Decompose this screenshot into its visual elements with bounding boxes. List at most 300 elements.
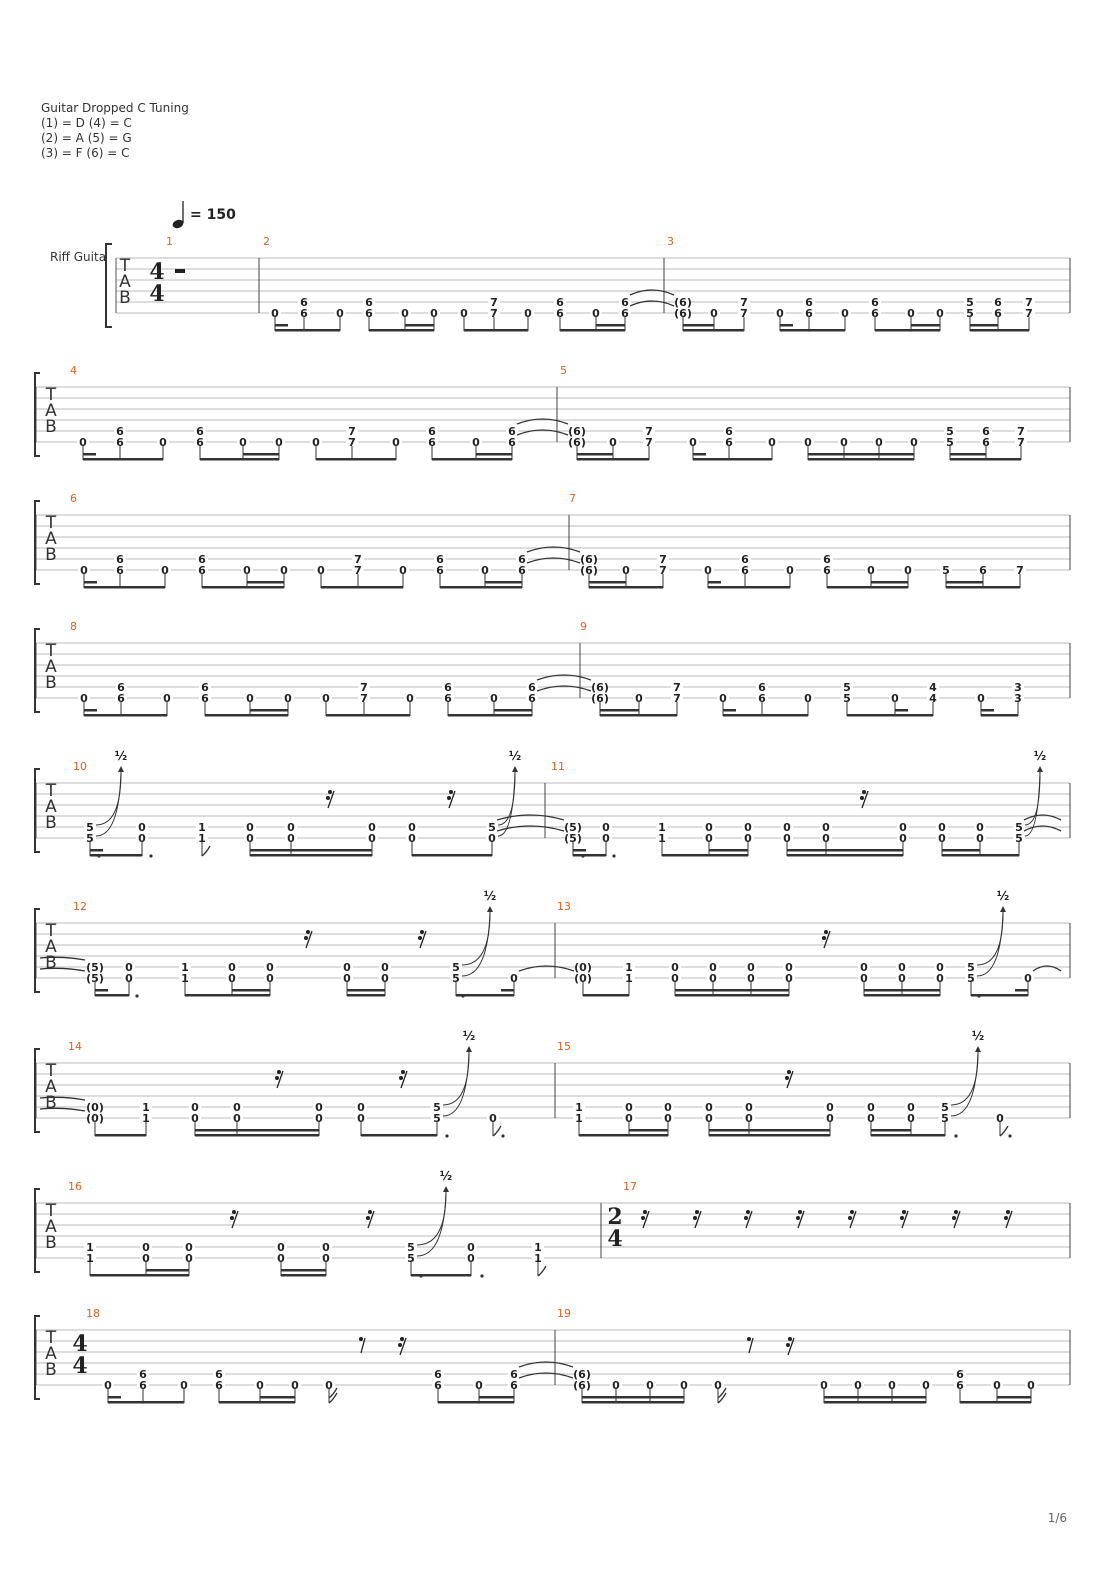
fret-number: 0 bbox=[899, 832, 907, 845]
fret-number: 1 bbox=[86, 1252, 94, 1265]
tuning-string-4: (4) = C bbox=[88, 116, 132, 130]
fret-number: 0 bbox=[472, 436, 480, 449]
beam bbox=[723, 714, 808, 717]
fret-number: 1 bbox=[198, 821, 206, 834]
fret-number: 6 bbox=[201, 692, 209, 705]
beam-secondary bbox=[573, 849, 586, 852]
beam bbox=[579, 1134, 668, 1137]
fret-number: 6 bbox=[979, 564, 987, 577]
fret-number: 0 bbox=[125, 972, 133, 985]
fret-number: 0 bbox=[898, 972, 906, 985]
beam bbox=[582, 1401, 684, 1404]
rest-head bbox=[862, 790, 866, 794]
system-bracket bbox=[35, 501, 40, 584]
fret-number: 1 bbox=[625, 961, 633, 974]
fret-number: 7 bbox=[360, 681, 368, 694]
tab-clef-letter: T bbox=[119, 256, 131, 276]
fret-number: 6 bbox=[508, 436, 516, 449]
fret-number: 6 bbox=[365, 307, 373, 320]
rest-head bbox=[399, 1076, 403, 1080]
beam-secondary bbox=[895, 709, 908, 712]
fret-number: 0 bbox=[284, 692, 292, 705]
tempo-value: = 150 bbox=[190, 207, 236, 223]
system-bracket bbox=[35, 629, 40, 712]
tab-clef-letter: A bbox=[45, 529, 57, 549]
fret-number: 6 bbox=[139, 1368, 147, 1381]
fret-number: 0 bbox=[840, 436, 848, 449]
fret-number: 0 bbox=[381, 972, 389, 985]
fret-number: 0 bbox=[854, 1379, 862, 1392]
bend-curve bbox=[96, 772, 121, 825]
bend-amount: ½ bbox=[114, 749, 128, 763]
beam bbox=[369, 329, 434, 332]
system-1 bbox=[106, 244, 1070, 332]
fret-number: 0 bbox=[804, 436, 812, 449]
beam-secondary bbox=[84, 709, 97, 712]
fret-number: 5 bbox=[86, 821, 94, 834]
rhythm-dot bbox=[581, 854, 584, 857]
fret-number: 0 bbox=[408, 832, 416, 845]
fret-number: 7 bbox=[740, 296, 748, 309]
beam-secondary bbox=[709, 849, 748, 852]
fret-number: 6 bbox=[196, 425, 204, 438]
fret-number: 6 bbox=[823, 553, 831, 566]
beam bbox=[780, 329, 845, 332]
fret-number: 5 bbox=[433, 1112, 441, 1125]
fret-number: 0 bbox=[602, 832, 610, 845]
fret-number: 0 bbox=[159, 436, 167, 449]
beam bbox=[202, 586, 284, 589]
fret-number: 6 bbox=[116, 436, 124, 449]
fret-number: 0 bbox=[786, 564, 794, 577]
beam bbox=[942, 854, 1019, 857]
rest-head bbox=[359, 1337, 363, 1341]
bend-curve bbox=[951, 1052, 978, 1105]
fret-number: 6 bbox=[805, 307, 813, 320]
beam-secondary bbox=[90, 849, 103, 852]
rest-head bbox=[304, 936, 308, 940]
fret-number: 0 bbox=[1024, 972, 1032, 985]
bend-curve bbox=[462, 912, 490, 965]
fret-number: 6 bbox=[725, 425, 733, 438]
beam bbox=[438, 1401, 514, 1404]
system-6 bbox=[35, 906, 1070, 998]
fret-number: 0 bbox=[635, 692, 643, 705]
fret-number: 5 bbox=[941, 1112, 949, 1125]
fret-number: 0 bbox=[142, 1252, 150, 1265]
bend-arrow-icon bbox=[975, 1046, 981, 1052]
rest-head bbox=[786, 1343, 790, 1347]
fret-number: 0 bbox=[936, 972, 944, 985]
fret-number: 1 bbox=[181, 961, 189, 974]
fret-number: 0 bbox=[488, 832, 496, 845]
measure-number: 3 bbox=[667, 235, 674, 248]
beam bbox=[326, 714, 410, 717]
fret-number: 5 bbox=[1015, 832, 1023, 845]
fret-number: 1 bbox=[534, 1241, 542, 1254]
fret-number: 0 bbox=[191, 1112, 199, 1125]
fret-number: 6 bbox=[215, 1379, 223, 1392]
beam bbox=[464, 329, 528, 332]
tab-clef-letter: A bbox=[45, 657, 57, 677]
fret-number: 0 bbox=[826, 1112, 834, 1125]
bend-amount: ½ bbox=[1033, 749, 1047, 763]
beam bbox=[709, 1134, 830, 1137]
fret-number: 0 bbox=[704, 564, 712, 577]
beam bbox=[827, 586, 908, 589]
beam-secondary bbox=[347, 989, 385, 992]
fret-number: 0 bbox=[266, 961, 274, 974]
fret-number: 0 bbox=[602, 821, 610, 834]
fret-number: 0 bbox=[977, 692, 985, 705]
tuning-title: Guitar Dropped C Tuning bbox=[41, 101, 189, 115]
fret-number: 0 bbox=[907, 1112, 915, 1125]
fret-number: 0 bbox=[592, 307, 600, 320]
beam-secondary bbox=[589, 581, 626, 584]
rest-head bbox=[824, 930, 828, 934]
tab-clef-letter: B bbox=[45, 417, 57, 437]
rhythm-dot bbox=[419, 1274, 422, 1277]
beam bbox=[456, 994, 514, 997]
fret-number: 7 bbox=[360, 692, 368, 705]
beam bbox=[824, 1401, 926, 1404]
fret-number: 3 bbox=[1014, 692, 1022, 705]
tuning-string-6: (6) = C bbox=[86, 146, 130, 160]
fret-number: 0 bbox=[705, 1112, 713, 1125]
rhythm-dot bbox=[480, 1274, 483, 1277]
fret-number: 6 bbox=[994, 296, 1002, 309]
fret-number: 0 bbox=[524, 307, 532, 320]
fret-number: 6 bbox=[871, 296, 879, 309]
fret-number: 0 bbox=[899, 821, 907, 834]
fret-number: 0 bbox=[381, 961, 389, 974]
tab-clef-letter: A bbox=[45, 1344, 57, 1364]
tab-clef-letter: A bbox=[45, 937, 57, 957]
fret-number: (6) bbox=[674, 296, 692, 309]
fret-number: 6 bbox=[725, 436, 733, 449]
rest-head bbox=[418, 936, 422, 940]
fret-number: (6) bbox=[568, 436, 586, 449]
fret-number: 0 bbox=[79, 436, 87, 449]
system-bracket bbox=[106, 244, 112, 327]
fret-number: 0 bbox=[271, 307, 279, 320]
bend-amount: ½ bbox=[508, 749, 522, 763]
fret-number: 0 bbox=[622, 564, 630, 577]
fret-number: 7 bbox=[490, 296, 498, 309]
beam-secondary bbox=[243, 453, 279, 456]
fret-number: 0 bbox=[322, 1252, 330, 1265]
fret-number: 0 bbox=[467, 1241, 475, 1254]
fret-number: 6 bbox=[428, 425, 436, 438]
fret-number: 1 bbox=[575, 1101, 583, 1114]
measure-number: 18 bbox=[86, 1307, 100, 1320]
beam bbox=[708, 586, 790, 589]
tuning-string-1: (1) = D bbox=[41, 116, 85, 130]
fret-number: (6) bbox=[591, 692, 609, 705]
fret-number: (6) bbox=[674, 307, 692, 320]
beam bbox=[448, 714, 532, 717]
beam-secondary bbox=[247, 581, 284, 584]
fret-number: 6 bbox=[556, 296, 564, 309]
fret-number: 0 bbox=[80, 692, 88, 705]
bend-arrow-icon bbox=[466, 1046, 472, 1052]
measure-number: 9 bbox=[580, 620, 587, 633]
fret-number: 5 bbox=[966, 296, 974, 309]
fret-number: 0 bbox=[612, 1379, 620, 1392]
fret-number: (5) bbox=[86, 972, 104, 985]
fret-number: 0 bbox=[322, 692, 330, 705]
fret-number: 0 bbox=[744, 832, 752, 845]
beam-secondary bbox=[108, 1396, 121, 1399]
fret-number: 0 bbox=[822, 832, 830, 845]
system-bracket bbox=[35, 373, 40, 456]
page-number: 1/6 bbox=[1047, 1511, 1067, 1525]
fret-number: 5 bbox=[86, 832, 94, 845]
beam bbox=[683, 329, 744, 332]
fret-number: 6 bbox=[556, 307, 564, 320]
fret-number: 0 bbox=[664, 1112, 672, 1125]
tab-clef-letter: B bbox=[45, 673, 57, 693]
fret-number: 6 bbox=[434, 1379, 442, 1392]
bend-curve bbox=[977, 912, 1003, 965]
rest-head bbox=[1004, 1216, 1008, 1220]
fret-number: 0 bbox=[287, 821, 295, 834]
fret-number: 1 bbox=[181, 972, 189, 985]
fret-number: 6 bbox=[196, 436, 204, 449]
beam-secondary bbox=[250, 849, 372, 852]
fret-number: 0 bbox=[1027, 1379, 1035, 1392]
beam bbox=[347, 994, 385, 997]
fret-number: 0 bbox=[125, 961, 133, 974]
fret-number: (6) bbox=[591, 681, 609, 694]
beam-secondary bbox=[146, 1269, 189, 1272]
beam bbox=[219, 1401, 295, 1404]
fret-number: 0 bbox=[867, 1101, 875, 1114]
bend-curve bbox=[443, 1052, 469, 1105]
fret-number: 0 bbox=[392, 436, 400, 449]
beam bbox=[577, 458, 649, 461]
beam bbox=[787, 854, 903, 857]
rest-head bbox=[232, 1210, 236, 1214]
fret-number: 0 bbox=[625, 1101, 633, 1114]
measure-number: 17 bbox=[623, 1180, 637, 1193]
time-signature-top: 4 bbox=[72, 1331, 88, 1357]
fret-number: 6 bbox=[444, 692, 452, 705]
fret-number: 0 bbox=[185, 1241, 193, 1254]
fret-number: 7 bbox=[659, 553, 667, 566]
system-4 bbox=[35, 629, 1070, 717]
rest-head bbox=[328, 790, 332, 794]
fret-number: 0 bbox=[936, 307, 944, 320]
bend-arrow-icon bbox=[1000, 906, 1006, 912]
rest-head bbox=[850, 1210, 854, 1214]
fret-number: 0 bbox=[888, 1379, 896, 1392]
beam-secondary bbox=[683, 324, 714, 327]
rest-head bbox=[398, 1343, 402, 1347]
fret-number: 6 bbox=[198, 553, 206, 566]
beam bbox=[84, 714, 167, 717]
rest-head bbox=[277, 1070, 281, 1074]
rest-head bbox=[306, 930, 310, 934]
fret-number: 0 bbox=[898, 961, 906, 974]
beam-secondary bbox=[709, 1129, 830, 1132]
fret-number: 7 bbox=[673, 692, 681, 705]
beam-secondary bbox=[808, 453, 914, 456]
fret-number: 6 bbox=[117, 681, 125, 694]
measure-number: 14 bbox=[68, 1040, 82, 1053]
fret-number: 0 bbox=[291, 1379, 299, 1392]
fret-number: 1 bbox=[658, 832, 666, 845]
system-bracket bbox=[35, 909, 40, 992]
bend-amount: ½ bbox=[439, 1169, 453, 1183]
fret-number: 5 bbox=[452, 961, 460, 974]
beam bbox=[871, 1134, 945, 1137]
fret-number: 6 bbox=[508, 425, 516, 438]
rest-head bbox=[744, 1216, 748, 1220]
fret-number: 0 bbox=[312, 436, 320, 449]
fret-number: 6 bbox=[758, 692, 766, 705]
bend-arrow-icon bbox=[512, 766, 518, 772]
beam bbox=[195, 1134, 319, 1137]
beam bbox=[185, 994, 270, 997]
measure-number: 13 bbox=[557, 900, 571, 913]
beam bbox=[583, 994, 629, 997]
rest-head bbox=[796, 1216, 800, 1220]
fret-number: 6 bbox=[436, 564, 444, 577]
bend-arrow-icon bbox=[1037, 766, 1043, 772]
fret-number: 0 bbox=[826, 1101, 834, 1114]
rest-head bbox=[747, 1337, 751, 1341]
fret-number: (5) bbox=[86, 961, 104, 974]
bend-amount: ½ bbox=[971, 1029, 985, 1043]
fret-number: 5 bbox=[942, 564, 950, 577]
fret-number: 0 bbox=[246, 692, 254, 705]
beam-secondary bbox=[596, 324, 625, 327]
fret-number: 0 bbox=[185, 1252, 193, 1265]
beam bbox=[281, 1274, 326, 1277]
fret-number: 0 bbox=[408, 821, 416, 834]
tab-clef-letter: B bbox=[45, 545, 57, 565]
fret-number: 7 bbox=[1017, 436, 1025, 449]
fret-number: 5 bbox=[941, 1101, 949, 1114]
beam bbox=[321, 586, 403, 589]
time-signature-bottom: 4 bbox=[607, 1226, 623, 1252]
fret-number: 7 bbox=[740, 307, 748, 320]
fret-number: 7 bbox=[348, 436, 356, 449]
rest-head bbox=[366, 1216, 370, 1220]
system-5 bbox=[35, 766, 1070, 858]
fret-number: 5 bbox=[966, 307, 974, 320]
beam-secondary bbox=[708, 581, 721, 584]
beam bbox=[200, 458, 279, 461]
tab-clef-letter: T bbox=[45, 1061, 57, 1081]
rest-head bbox=[746, 1210, 750, 1214]
time-signature-top: 4 bbox=[149, 259, 165, 285]
tab-clef-letter: T bbox=[45, 781, 57, 801]
beam-secondary bbox=[600, 709, 639, 712]
beam-secondary bbox=[946, 581, 983, 584]
rhythm-dot bbox=[97, 854, 100, 857]
rest-head bbox=[1006, 1210, 1010, 1214]
beam-secondary bbox=[864, 989, 940, 992]
beam-secondary bbox=[871, 581, 908, 584]
fret-number: 6 bbox=[621, 296, 629, 309]
tab-clef-letter: A bbox=[119, 272, 131, 292]
tab-clef-letter: B bbox=[45, 1233, 57, 1253]
beam-secondary bbox=[405, 324, 434, 327]
fret-number: 0 bbox=[315, 1112, 323, 1125]
beam bbox=[960, 1401, 1031, 1404]
beam bbox=[589, 586, 663, 589]
tab-clef-letter: T bbox=[45, 1328, 57, 1348]
fret-number: 6 bbox=[365, 296, 373, 309]
fret-number: 0 bbox=[104, 1379, 112, 1392]
beam bbox=[662, 854, 748, 857]
beam bbox=[440, 586, 522, 589]
fret-number: 5 bbox=[843, 692, 851, 705]
tab-clef-letter: B bbox=[45, 1360, 57, 1380]
fret-number: 0 bbox=[891, 692, 899, 705]
fret-number: 0 bbox=[714, 1379, 722, 1392]
fret-number: 0 bbox=[785, 961, 793, 974]
fret-number: 0 bbox=[875, 436, 883, 449]
beam bbox=[946, 586, 1020, 589]
fret-number: 1 bbox=[142, 1101, 150, 1114]
measure-number: 6 bbox=[70, 492, 77, 505]
beam-secondary bbox=[577, 453, 613, 456]
fret-number: 4 bbox=[929, 681, 937, 694]
note-flag bbox=[202, 846, 210, 856]
bend-amount: ½ bbox=[483, 889, 497, 903]
tuning-string-2: (2) = A bbox=[41, 131, 84, 145]
rest-head bbox=[420, 930, 424, 934]
fret-number: 7 bbox=[1017, 425, 1025, 438]
fret-number: 0 bbox=[430, 307, 438, 320]
fret-number: (6) bbox=[580, 564, 598, 577]
beam-secondary bbox=[824, 1396, 926, 1399]
fret-number: 0 bbox=[841, 307, 849, 320]
fret-number: 1 bbox=[575, 1112, 583, 1125]
fret-number: (6) bbox=[568, 425, 586, 438]
fret-number: 6 bbox=[871, 307, 879, 320]
tab-clef-letter: T bbox=[45, 513, 57, 533]
rest-head bbox=[693, 1216, 697, 1220]
fret-number: 0 bbox=[709, 961, 717, 974]
rest-head bbox=[643, 1210, 647, 1214]
time-signature-bottom: 4 bbox=[72, 1353, 88, 1379]
fret-number: 1 bbox=[86, 1241, 94, 1254]
fret-number: 0 bbox=[820, 1379, 828, 1392]
fret-number: (6) bbox=[573, 1379, 591, 1392]
measure-number: 10 bbox=[73, 760, 87, 773]
beam bbox=[864, 994, 940, 997]
rhythm-dot bbox=[501, 1134, 504, 1137]
fret-number: 0 bbox=[907, 307, 915, 320]
fret-number: 0 bbox=[163, 692, 171, 705]
fret-number: 7 bbox=[645, 436, 653, 449]
fret-number: 6 bbox=[805, 296, 813, 309]
fret-number: 0 bbox=[783, 821, 791, 834]
system-bracket bbox=[35, 1189, 40, 1272]
fret-number: 0 bbox=[243, 564, 251, 577]
fret-number: (6) bbox=[573, 1368, 591, 1381]
fret-number: 0 bbox=[747, 961, 755, 974]
fret-number: (6) bbox=[580, 553, 598, 566]
fret-number: 0 bbox=[138, 832, 146, 845]
beam-secondary bbox=[275, 324, 288, 327]
fret-number: 0 bbox=[710, 307, 718, 320]
fret-number: 0 bbox=[996, 1112, 1004, 1125]
